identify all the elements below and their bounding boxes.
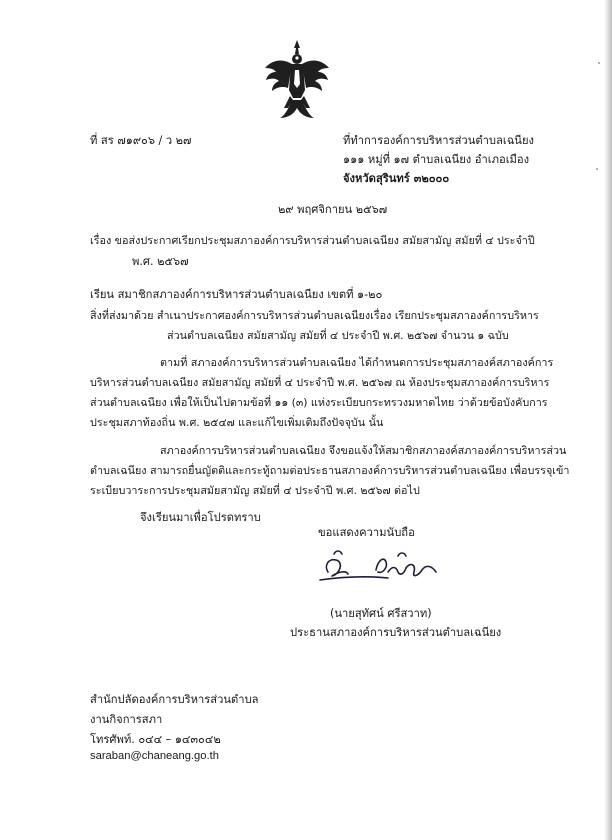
footer-section: งานกิจการสภา (90, 713, 163, 726)
office-address-line1: ที่ทำการองค์การบริหารส่วนตำบลเฉนียง (343, 134, 534, 147)
scan-edge-shadow (604, 0, 612, 840)
footer-phone: โทรศัพท์. ๐๔๔ – ๑๔๓๐๔๒ (90, 733, 221, 746)
paragraph2-line1: สภาองค์การบริหารส่วนตำบลเฉนียง จึงขอแจ้งให้สมาชิกสภาองค์สภาองค์การบริหารส่วน (160, 444, 567, 457)
scan-speck (598, 62, 600, 64)
scan-speck (596, 168, 598, 170)
office-address-line3: จังหวัดสุรินทร์ ๓๒๐๐๐ (343, 172, 450, 185)
recipient: เรียน สมาชิกสภาองค์การบริหารส่วนตำบลเฉนียง เขตที่ ๑-๒๐ (90, 288, 383, 301)
closing-request: จึงเรียนมาเพื่อโปรดทราบ (140, 511, 261, 524)
paragraph1-line2: บริหารส่วนตำบลเฉนียง สมัยสามัญ สมัยที่ ๔ ประจำปี พ.ศ. ๒๕๖๗ ณ ห้องประชุมสภาองค์การบริหาร (90, 376, 550, 389)
document-date: ๒๙ พฤศจิกายน ๒๕๖๗ (278, 203, 388, 216)
subject-line2: พ.ศ. ๒๕๖๗ (132, 255, 189, 268)
signer-name: (นายสุทัศน์ ศรีสวาท) (330, 607, 432, 620)
footer-email: saraban@chaneang.go.th (90, 750, 219, 762)
subject-line1: เรื่อง ขอส่งประกาศเรียกประชุมสภาองค์การบริหารส่วนตำบลเฉนียง สมัยสามัญ สมัยที่ ๔ ประจำปี (90, 234, 535, 247)
paragraph1-line3: ส่วนตำบลเฉนียง เพื่อให้เป็นไปตามข้อที่ ๑๑ (๓) แห่งระเบียบกระทรวงมหาดไทย ว่าด้วยข้อบังคับการ (90, 396, 548, 409)
signer-title: ประธานสภาองค์การบริหารส่วนตำบลเฉนียง (290, 626, 502, 639)
attachment-line2: ส่วนตำบลเฉนียง สมัยสามัญ สมัยที่ ๔ ประจำปี พ.ศ. ๒๕๖๗ จำนวน ๑ ฉบับ (167, 329, 509, 342)
document-number: ที่ สร ๗๑๙๐๖ / ว ๒๗ (90, 134, 192, 147)
footer-department: สำนักปลัดองค์การบริหารส่วนตำบล (90, 693, 259, 706)
salutation: ขอแสดงความนับถือ (318, 526, 415, 539)
paragraph1-line1: ตามที่ สภาองค์การบริหารส่วนตำบลเฉนียง ได้กำหนดการประชุมสภาองค์สภาองค์การ (160, 356, 554, 369)
attachment-line1: สิ่งที่ส่งมาด้วย สำเนาประกาศองค์การบริหารส่วนตำบลเฉนียงเรื่อง เรียกประชุมสภาองค์การบริหาร (90, 309, 539, 322)
office-address-line2: ๑๑๑ หมู่ที่ ๑๗ ตำบลเฉนียง อำเภอเมือง (343, 153, 530, 166)
paragraph2-line2: ตำบลเฉนียง สามารถยื่นญัตติและกระทู้ถามต่อประธานสภาองค์การบริหารส่วนตำบลเฉนียง เพื่อบรรจุเข้า (90, 464, 570, 477)
paragraph2-line3: ระเบียบวาระการประชุมสมัยสามัญ สมัยที่ ๔ ประจำปี พ.ศ. ๒๕๖๗ ต่อไป (90, 484, 420, 497)
paragraph1-line4: ประชุมสภาท้องถิ่น พ.ศ. ๒๕๔๗ และแก้ไขเพิ่มเติมถึงปัจจุบัน นั้น (90, 416, 384, 429)
signature-icon (318, 542, 450, 590)
garuda-emblem-icon (262, 38, 332, 120)
